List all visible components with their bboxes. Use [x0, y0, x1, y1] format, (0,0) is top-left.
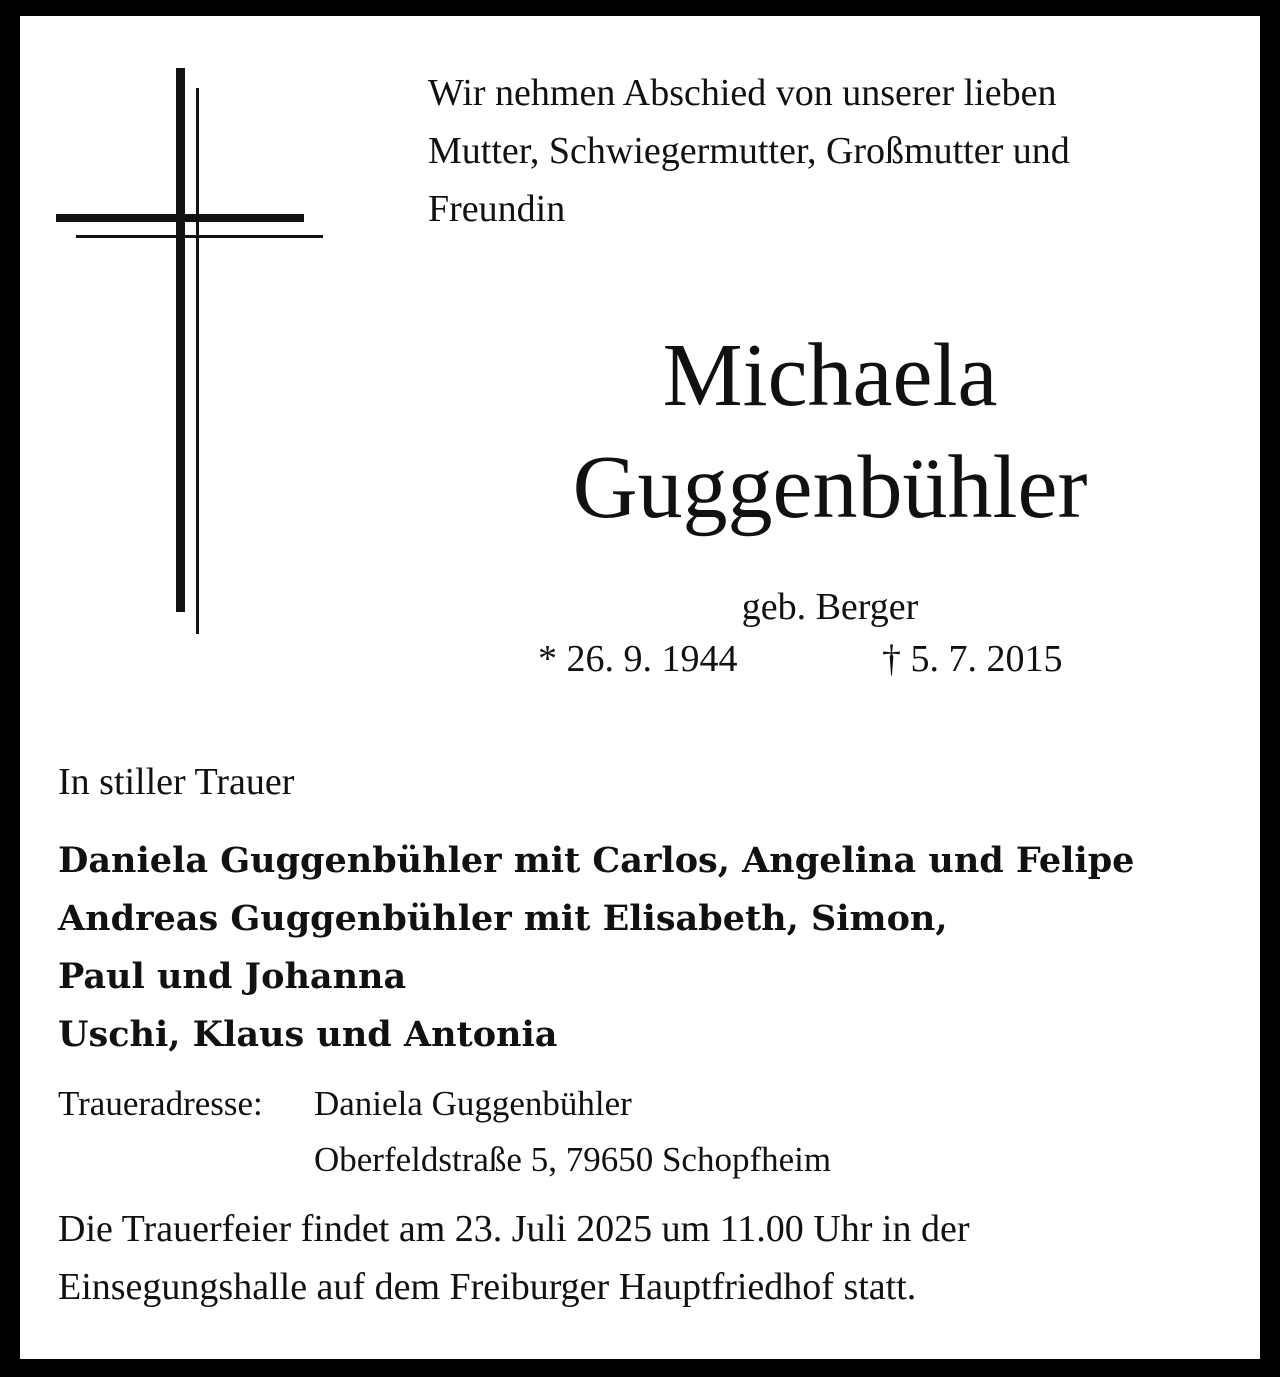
address-label: Traueradresse: — [58, 1084, 263, 1123]
address-line-2: Oberfeldstraße 5, 79650 Schopfheim — [314, 1140, 832, 1179]
mourners-list — [58, 832, 1134, 1064]
birth-date: * 26. 9. 1944 — [538, 638, 738, 680]
mourner-line: Daniela Guggenbühler mit Carlos, Angelina und Felipe — [58, 840, 1135, 881]
first-name: Michaela — [662, 326, 998, 425]
mourner-line: Paul und Johanna — [58, 956, 407, 997]
last-name: Guggenbühler — [572, 438, 1088, 537]
ceremony-line: Die Trauerfeier findet am 23. Juli 2025 um 11.00 Uhr in der — [58, 1208, 970, 1250]
obituary-notice — [20, 16, 1260, 1359]
mourner-line: Uschi, Klaus und Antonia — [58, 1014, 558, 1055]
ceremony-line: Einsegungshalle auf dem Freiburger Hauptfriedhof statt. — [58, 1266, 917, 1308]
intro-text — [428, 64, 1228, 238]
mourning-intro: In stiller Trauer — [58, 761, 295, 803]
mourner-line: Andreas Guggenbühler mit Elisabeth, Simon, — [58, 898, 948, 939]
cross-icon — [56, 68, 326, 638]
death-date: † 5. 7. 2015 — [882, 638, 1063, 680]
intro-line: Mutter, Schwiegermutter, Großmutter und — [428, 130, 1070, 172]
maiden-name: geb. Berger — [741, 586, 919, 628]
intro-line: Freundin — [428, 188, 566, 230]
ceremony-info — [58, 1200, 1238, 1316]
mourning-address — [58, 1076, 831, 1188]
intro-line: Wir nehmen Abschied von unserer lieben — [428, 72, 1057, 114]
address-line-1: Daniela Guggenbühler — [314, 1084, 632, 1123]
deceased-name — [440, 320, 1220, 544]
